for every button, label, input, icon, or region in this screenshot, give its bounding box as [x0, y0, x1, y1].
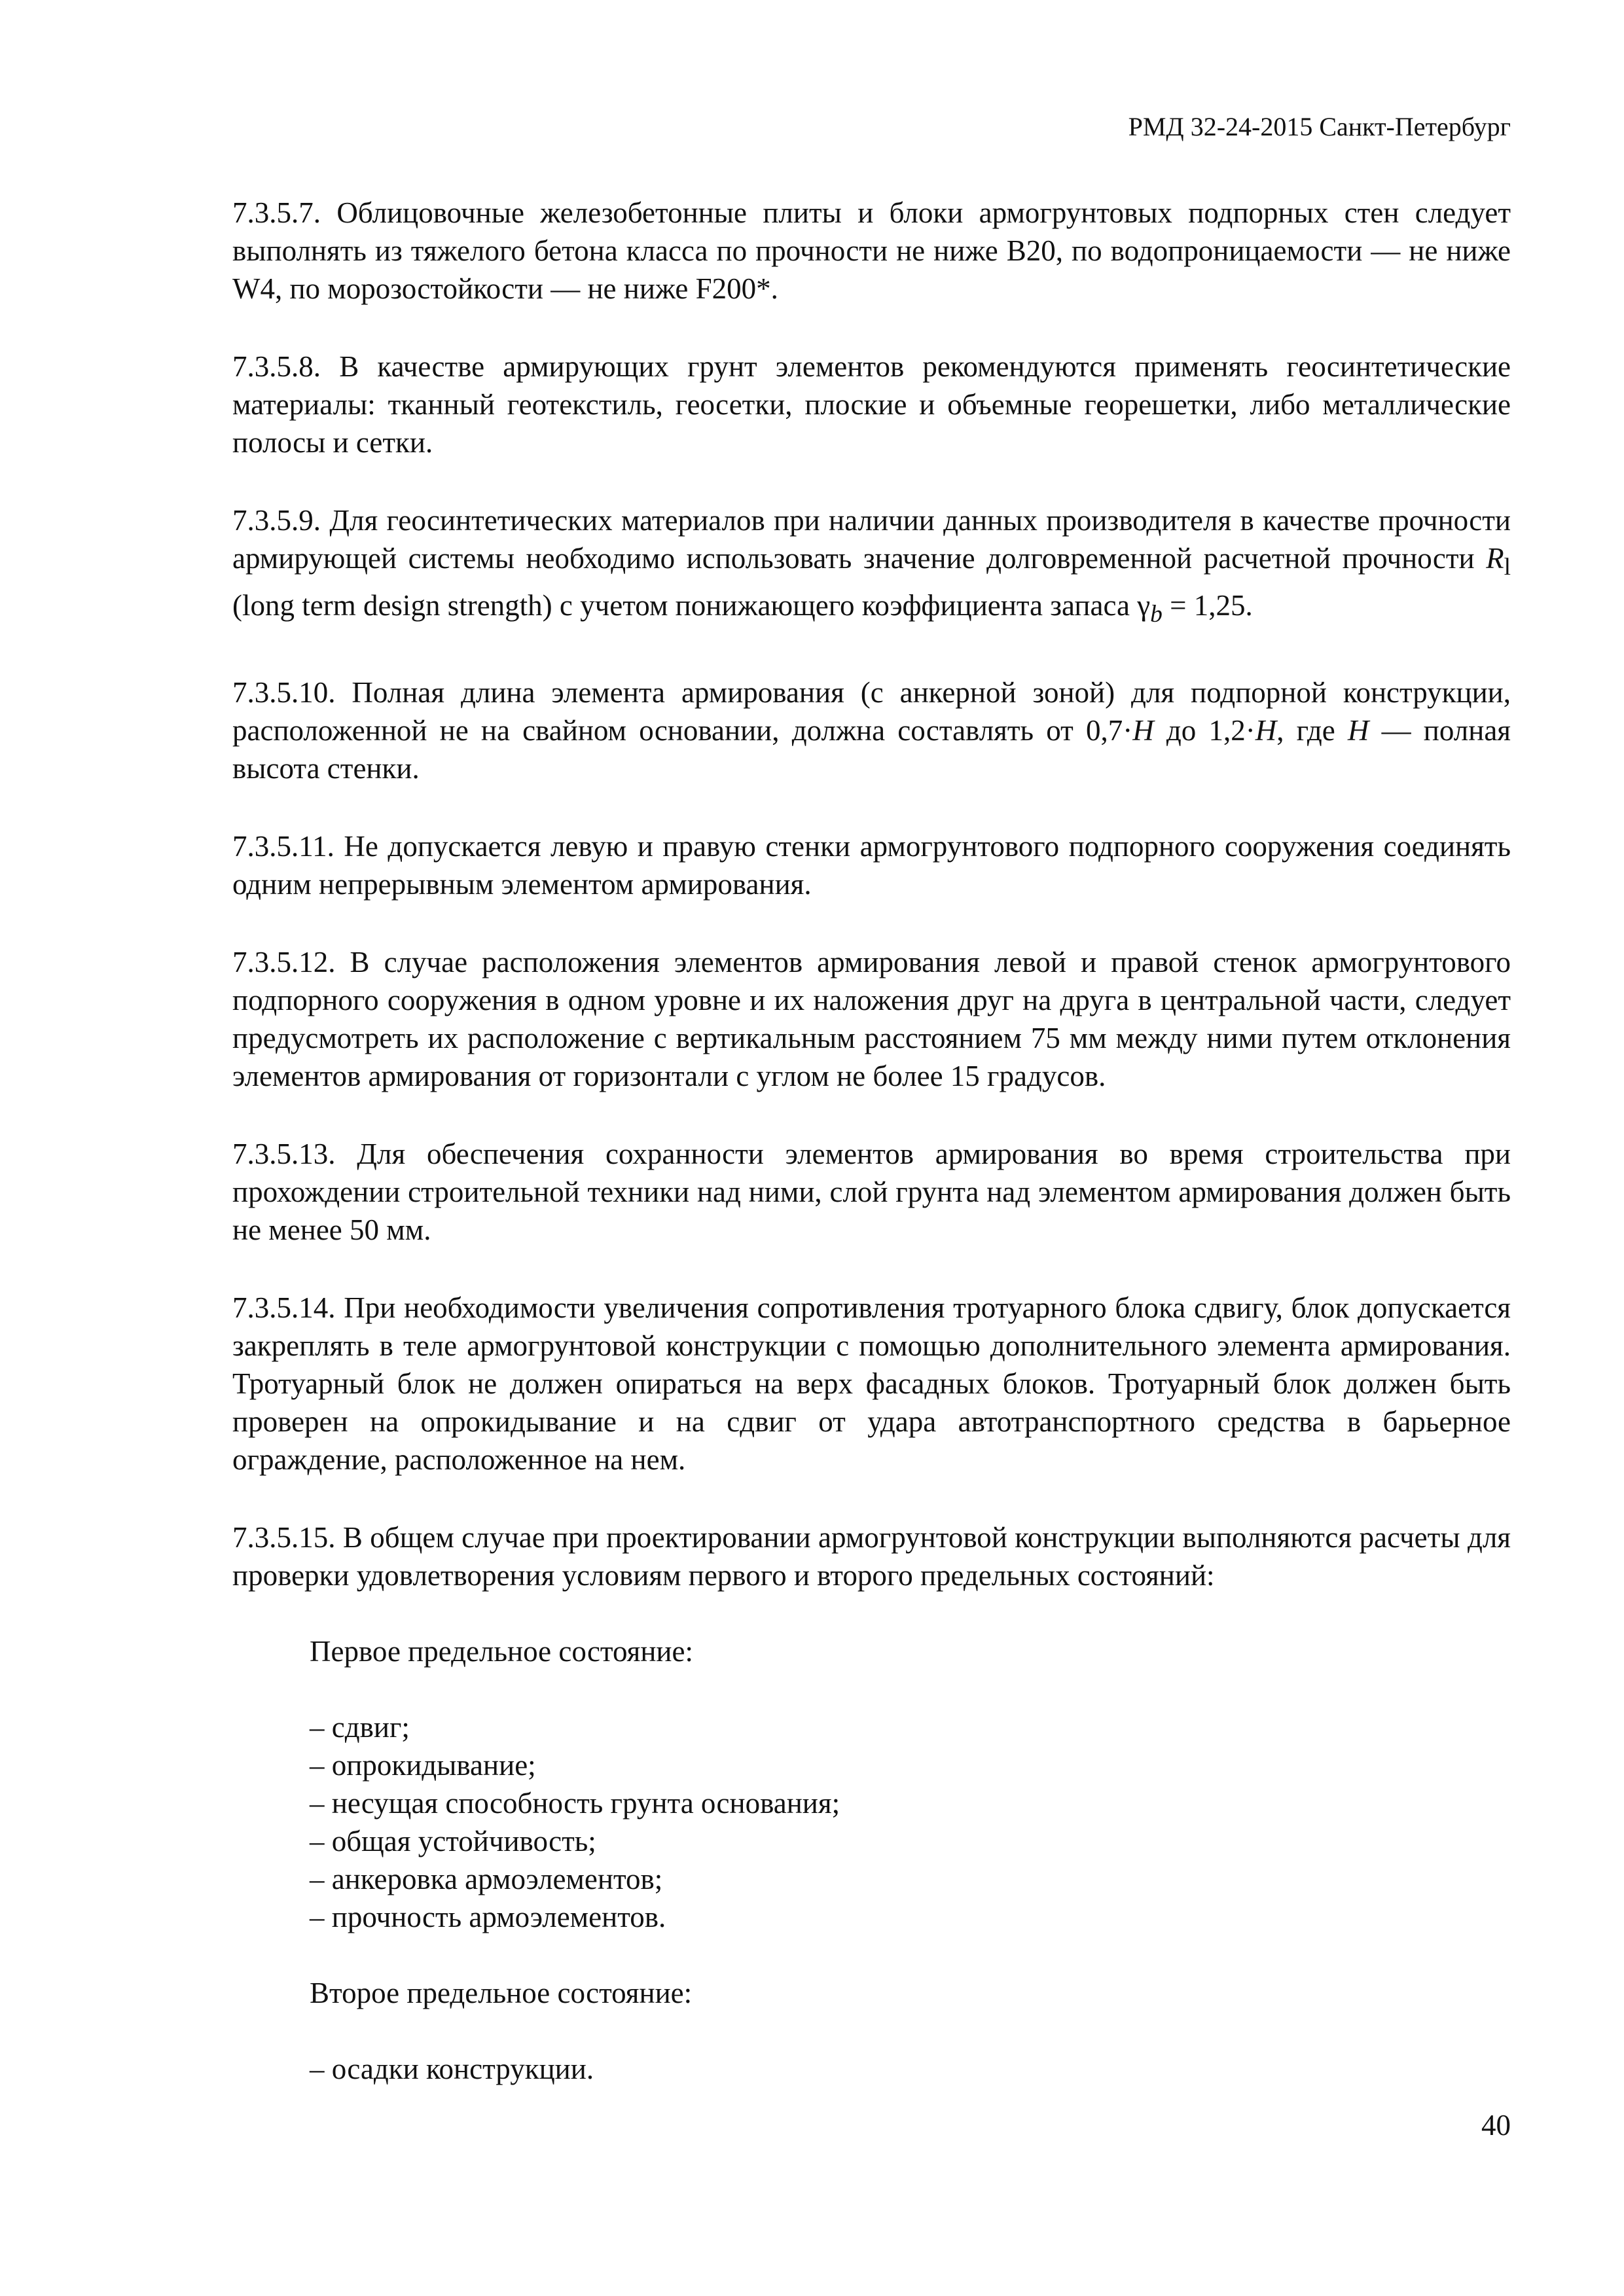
paragraph-7-3-5-13: 7.3.5.13. Для обеспечения сохранности элементов армирования во время строительства при прохождении строительной техники над ними, слой грунта над элементом армирования должен быть не менее 50 мм.: [232, 1138, 1511, 1246]
list-item: – сдвиг;: [310, 1708, 1511, 1746]
second-limit-state-heading: Второе предельное состояние:: [310, 1977, 693, 2009]
symbol-r-subscript: l: [1504, 554, 1511, 581]
symbol-gamma: γ: [1137, 589, 1151, 622]
paragraph-7-3-5-14: 7.3.5.14. При необходимости увеличения сопротивления тротуарного блока сдвигу, блок допускается закреплять в теле армогрунтовой конструкции с помощью дополнительного элемента армирования. Тротуарный блок не должен опираться на верх фасадных блоков. Тротуарный блок должен быть проверен на опрокидывание и на сдвиг от удара автотранспортного средства в барьерное ограждение, расположенное на нем.: [232, 1291, 1511, 1476]
paragraph-7-3-5-10-part-d: — полная высота стенки.: [232, 714, 1511, 785]
paragraph-7-3-5-10-part-a: 7.3.5.10. Полная длина элемента армирования (с анкерной зоной) для подпорной конструкции, расположенной не на свайном основании, должна составлять от 0,7·: [232, 676, 1511, 747]
first-limit-state-list: [310, 1708, 1511, 1936]
limit-states-block: [310, 1632, 1511, 2088]
first-limit-state-heading: Первое предельное состояние:: [310, 1635, 693, 1668]
paragraph-7-3-5-9-part-2: (long term design strength) с учетом понижающего коэффициента запаса: [232, 589, 1138, 622]
symbol-r: R: [1486, 542, 1504, 575]
list-item: – несущая способность грунта основания;: [310, 1784, 1511, 1822]
running-head: РМД 32-24-2015 Санкт-Петербург: [1128, 112, 1511, 141]
paragraph-7-3-5-15: 7.3.5.15. В общем случае при проектировании армогрунтовой конструкции выполняются расчеты для проверки удовлетворения условиям первого и второго предельных состояний:: [232, 1521, 1511, 1592]
paragraph-7-3-5-11: 7.3.5.11. Не допускается левую и правую стенки армогрунтового подпорного сооружения соединять одним непрерывным элементом армирования.: [232, 830, 1511, 901]
paragraph-7-3-5-12: 7.3.5.12. В случае расположения элементов армирования левой и правой стенок армогрунтового подпорного сооружения в одном уровне и их наложения друг на друга в центральной части, следует предусмотреть их расположение с вертикальным расстоянием 75 мм между ними путем отклонения элементов армирования от горизонтали с углом не более 15 градусов.: [232, 946, 1511, 1092]
paragraph-7-3-5-10-part-c: , где: [1276, 714, 1348, 747]
list-item: – общая устойчивость;: [310, 1822, 1511, 1860]
paragraph-7-3-5-9-part-1: 7.3.5.9. Для геосинтетических материалов при наличии данных производителя в качестве прочности армирующей системы необходимо использовать значение долговременной расчетной прочности: [232, 504, 1511, 575]
symbol-gamma-subscript: b: [1150, 601, 1163, 628]
list-item: – анкеровка армоэлементов;: [310, 1860, 1511, 1898]
variable-h-2: H: [1255, 714, 1277, 747]
list-item: – осадки конструкции.: [310, 2050, 1511, 2088]
list-item: – прочность армоэлементов.: [310, 1898, 1511, 1936]
list-item: – опрокидывание;: [310, 1746, 1511, 1784]
variable-h-1: H: [1132, 714, 1154, 747]
paragraph-7-3-5-7: 7.3.5.7. Облицовочные железобетонные плиты и блоки армогрунтовых подпорных стен следует выполнять из тяжелого бетона класса по прочности не ниже В20, по водопроницаемости — не ниже W4, по морозостойкости — не ниже F200*.: [232, 196, 1511, 305]
paragraph-7-3-5-8: 7.3.5.8. В качестве армирующих грунт элементов рекомендуются применять геосинтетические материалы: тканный геотекстиль, геосетки, плоские и объемные георешетки, либо металлические полосы и сетки.: [232, 350, 1511, 459]
second-limit-state-list: [310, 2050, 1511, 2088]
page-number: 40: [1481, 2109, 1511, 2142]
variable-h-3: H: [1347, 714, 1369, 747]
paragraph-7-3-5-9: [232, 501, 1511, 634]
body-text: [232, 194, 1511, 2126]
paragraph-7-3-5-10: [232, 673, 1511, 787]
paragraph-7-3-5-9-part-3: = 1,25.: [1162, 589, 1253, 622]
paragraph-7-3-5-10-part-b: до 1,2·: [1153, 714, 1255, 747]
